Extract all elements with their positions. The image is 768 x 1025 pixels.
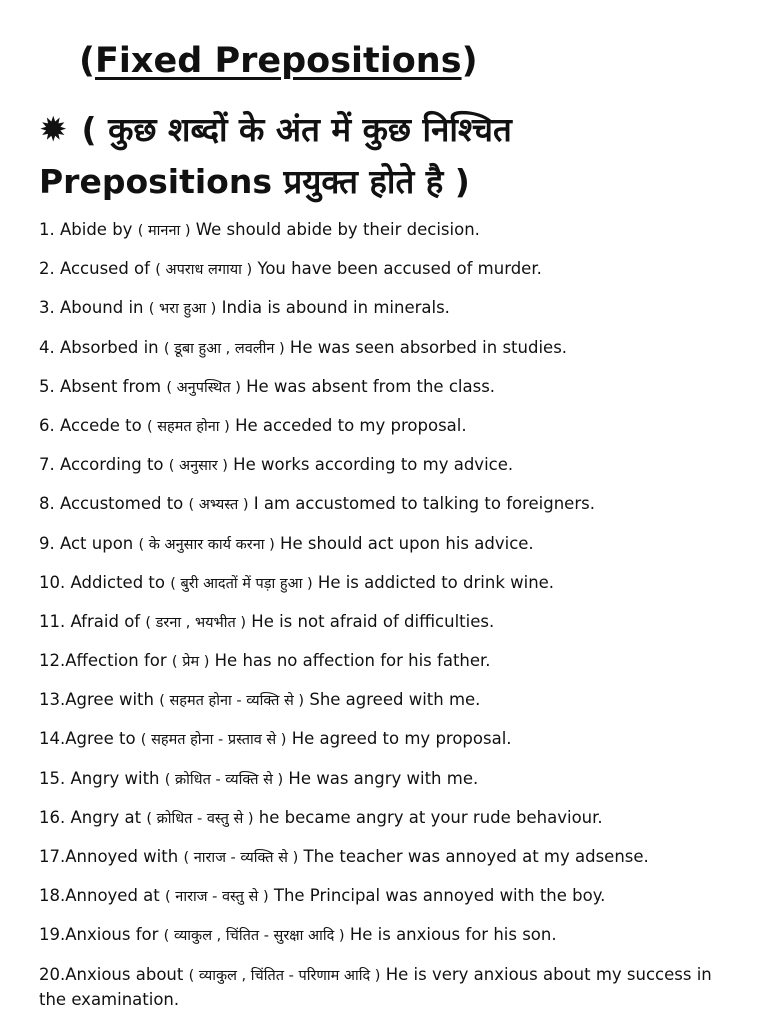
item-term: 19.Anxious for	[39, 925, 159, 945]
item-term: 2. Accused of	[39, 259, 150, 279]
item-hindi-meaning: ( के अनुसार कार्य करना )	[138, 536, 275, 553]
item-example: He has no affection for his father.	[214, 651, 491, 671]
list-item	[39, 257, 739, 282]
item-term: 7. According to	[39, 455, 164, 475]
burst-star-icon: ✹	[39, 110, 68, 150]
subtitle-text: ( कुछ शब्दों के अंत में कुछ निश्चित Prepositions प्रयुक्त होते है )	[39, 110, 512, 201]
item-term: 14.Agree to	[39, 729, 136, 749]
list-item	[39, 727, 739, 752]
list-item	[39, 453, 739, 478]
title-close-paren: )	[461, 41, 478, 81]
item-term: 20.Anxious about	[39, 964, 184, 984]
list-item	[39, 610, 739, 635]
item-term: 16. Angry at	[39, 807, 142, 827]
item-hindi-meaning: ( डूबा हुआ , लवलीन )	[163, 340, 285, 357]
item-hindi-meaning: ( अनुसार )	[168, 458, 228, 475]
item-example: He was angry with me.	[288, 768, 479, 788]
item-example: The teacher was annoyed at my adsense.	[303, 847, 649, 866]
item-example: He agreed to my proposal.	[291, 729, 512, 749]
list-item	[39, 532, 739, 557]
list-item	[39, 375, 739, 400]
item-example: He should act upon his advice.	[280, 533, 534, 553]
item-hindi-meaning: ( व्याकुल , चिंतित - परिणाम आदि )	[188, 967, 381, 984]
item-term: 11. Afraid of	[39, 611, 141, 631]
item-term: 17.Annoyed with	[39, 847, 179, 866]
item-example: The Principal was annoyed with the boy.	[273, 886, 606, 906]
item-hindi-meaning: ( नाराज - व्यक्ति से )	[183, 850, 299, 866]
item-example: He is addicted to drink wine.	[317, 572, 555, 592]
item-example: He is not afraid of difficulties.	[251, 611, 495, 631]
item-example: We should abide by their decision.	[195, 220, 480, 239]
item-example: I am accustomed to talking to foreigners.	[253, 494, 595, 514]
item-example: He is anxious for his son.	[349, 925, 557, 945]
list-item	[39, 336, 739, 361]
item-term: 18.Annoyed at	[39, 886, 160, 906]
list-item	[39, 845, 739, 870]
title-text: Fixed Prepositions	[95, 41, 462, 81]
item-term: 1. Abide by	[39, 220, 133, 239]
item-example: He was absent from the class.	[246, 376, 496, 396]
item-hindi-meaning: ( सहमत होना )	[146, 418, 230, 435]
item-example: He works according to my advice.	[233, 455, 514, 475]
item-example: He was seen absorbed in studies.	[289, 337, 568, 357]
list-item	[39, 688, 739, 713]
preposition-list	[39, 218, 739, 1025]
item-term: 10. Addicted to	[39, 572, 165, 592]
item-hindi-meaning: ( नाराज - वस्तु से )	[165, 889, 269, 906]
item-term: 4. Absorbed in	[39, 337, 159, 357]
item-hindi-meaning: ( डरना , भयभीत )	[145, 614, 247, 631]
list-item	[39, 492, 739, 517]
item-example: he became angry at your rude behaviour.	[258, 807, 603, 827]
item-term: 3. Abound in	[39, 298, 144, 318]
item-hindi-meaning: ( अनुपस्थित )	[166, 379, 241, 396]
item-term: 5. Absent from	[39, 376, 162, 396]
list-item	[39, 767, 739, 792]
page-subtitle	[39, 104, 739, 208]
list-item	[39, 884, 739, 909]
item-hindi-meaning: ( प्रेम )	[171, 654, 210, 671]
list-item	[39, 806, 739, 831]
item-hindi-meaning: ( अपराध लगाया )	[155, 262, 253, 279]
item-hindi-meaning: ( मानना )	[137, 223, 191, 239]
page-title	[79, 38, 478, 84]
item-hindi-meaning: ( भरा हुआ )	[148, 301, 217, 318]
title-open-paren: (	[79, 41, 95, 81]
item-hindi-meaning: ( क्रोधित - वस्तु से )	[146, 810, 254, 827]
list-item	[39, 571, 739, 596]
item-term: 13.Agree with	[39, 690, 154, 710]
item-term: 9. Act upon	[39, 533, 134, 553]
item-hindi-meaning: ( क्रोधित - व्यक्ति से )	[164, 771, 284, 788]
item-hindi-meaning: ( व्याकुल , चिंतित - सुरक्षा आदि )	[163, 928, 345, 945]
item-term: 6. Accede to	[39, 415, 142, 435]
item-example: You have been accused of murder.	[257, 259, 542, 279]
list-item	[39, 218, 739, 243]
item-hindi-meaning: ( सहमत होना - व्यक्ति से )	[159, 693, 305, 710]
list-item	[39, 649, 739, 674]
item-example: He is very anxious about my success in the examination.	[39, 964, 712, 1009]
item-example: She agreed with me.	[309, 690, 481, 710]
item-hindi-meaning: ( अभ्यस्त )	[188, 497, 249, 514]
item-term: 8. Accustomed to	[39, 494, 184, 514]
item-example: He acceded to my proposal.	[235, 415, 467, 435]
item-hindi-meaning: ( सहमत होना - प्रस्ताव से )	[140, 732, 287, 749]
item-example: India is abound in minerals.	[221, 298, 450, 318]
list-item	[39, 296, 739, 321]
item-hindi-meaning: ( बुरी आदतों में पड़ा हुआ )	[170, 575, 313, 592]
list-item	[39, 414, 739, 439]
list-item	[39, 923, 739, 948]
item-term: 15. Angry with	[39, 768, 160, 788]
item-term: 12.Affection for	[39, 651, 167, 671]
list-item	[39, 963, 739, 1011]
